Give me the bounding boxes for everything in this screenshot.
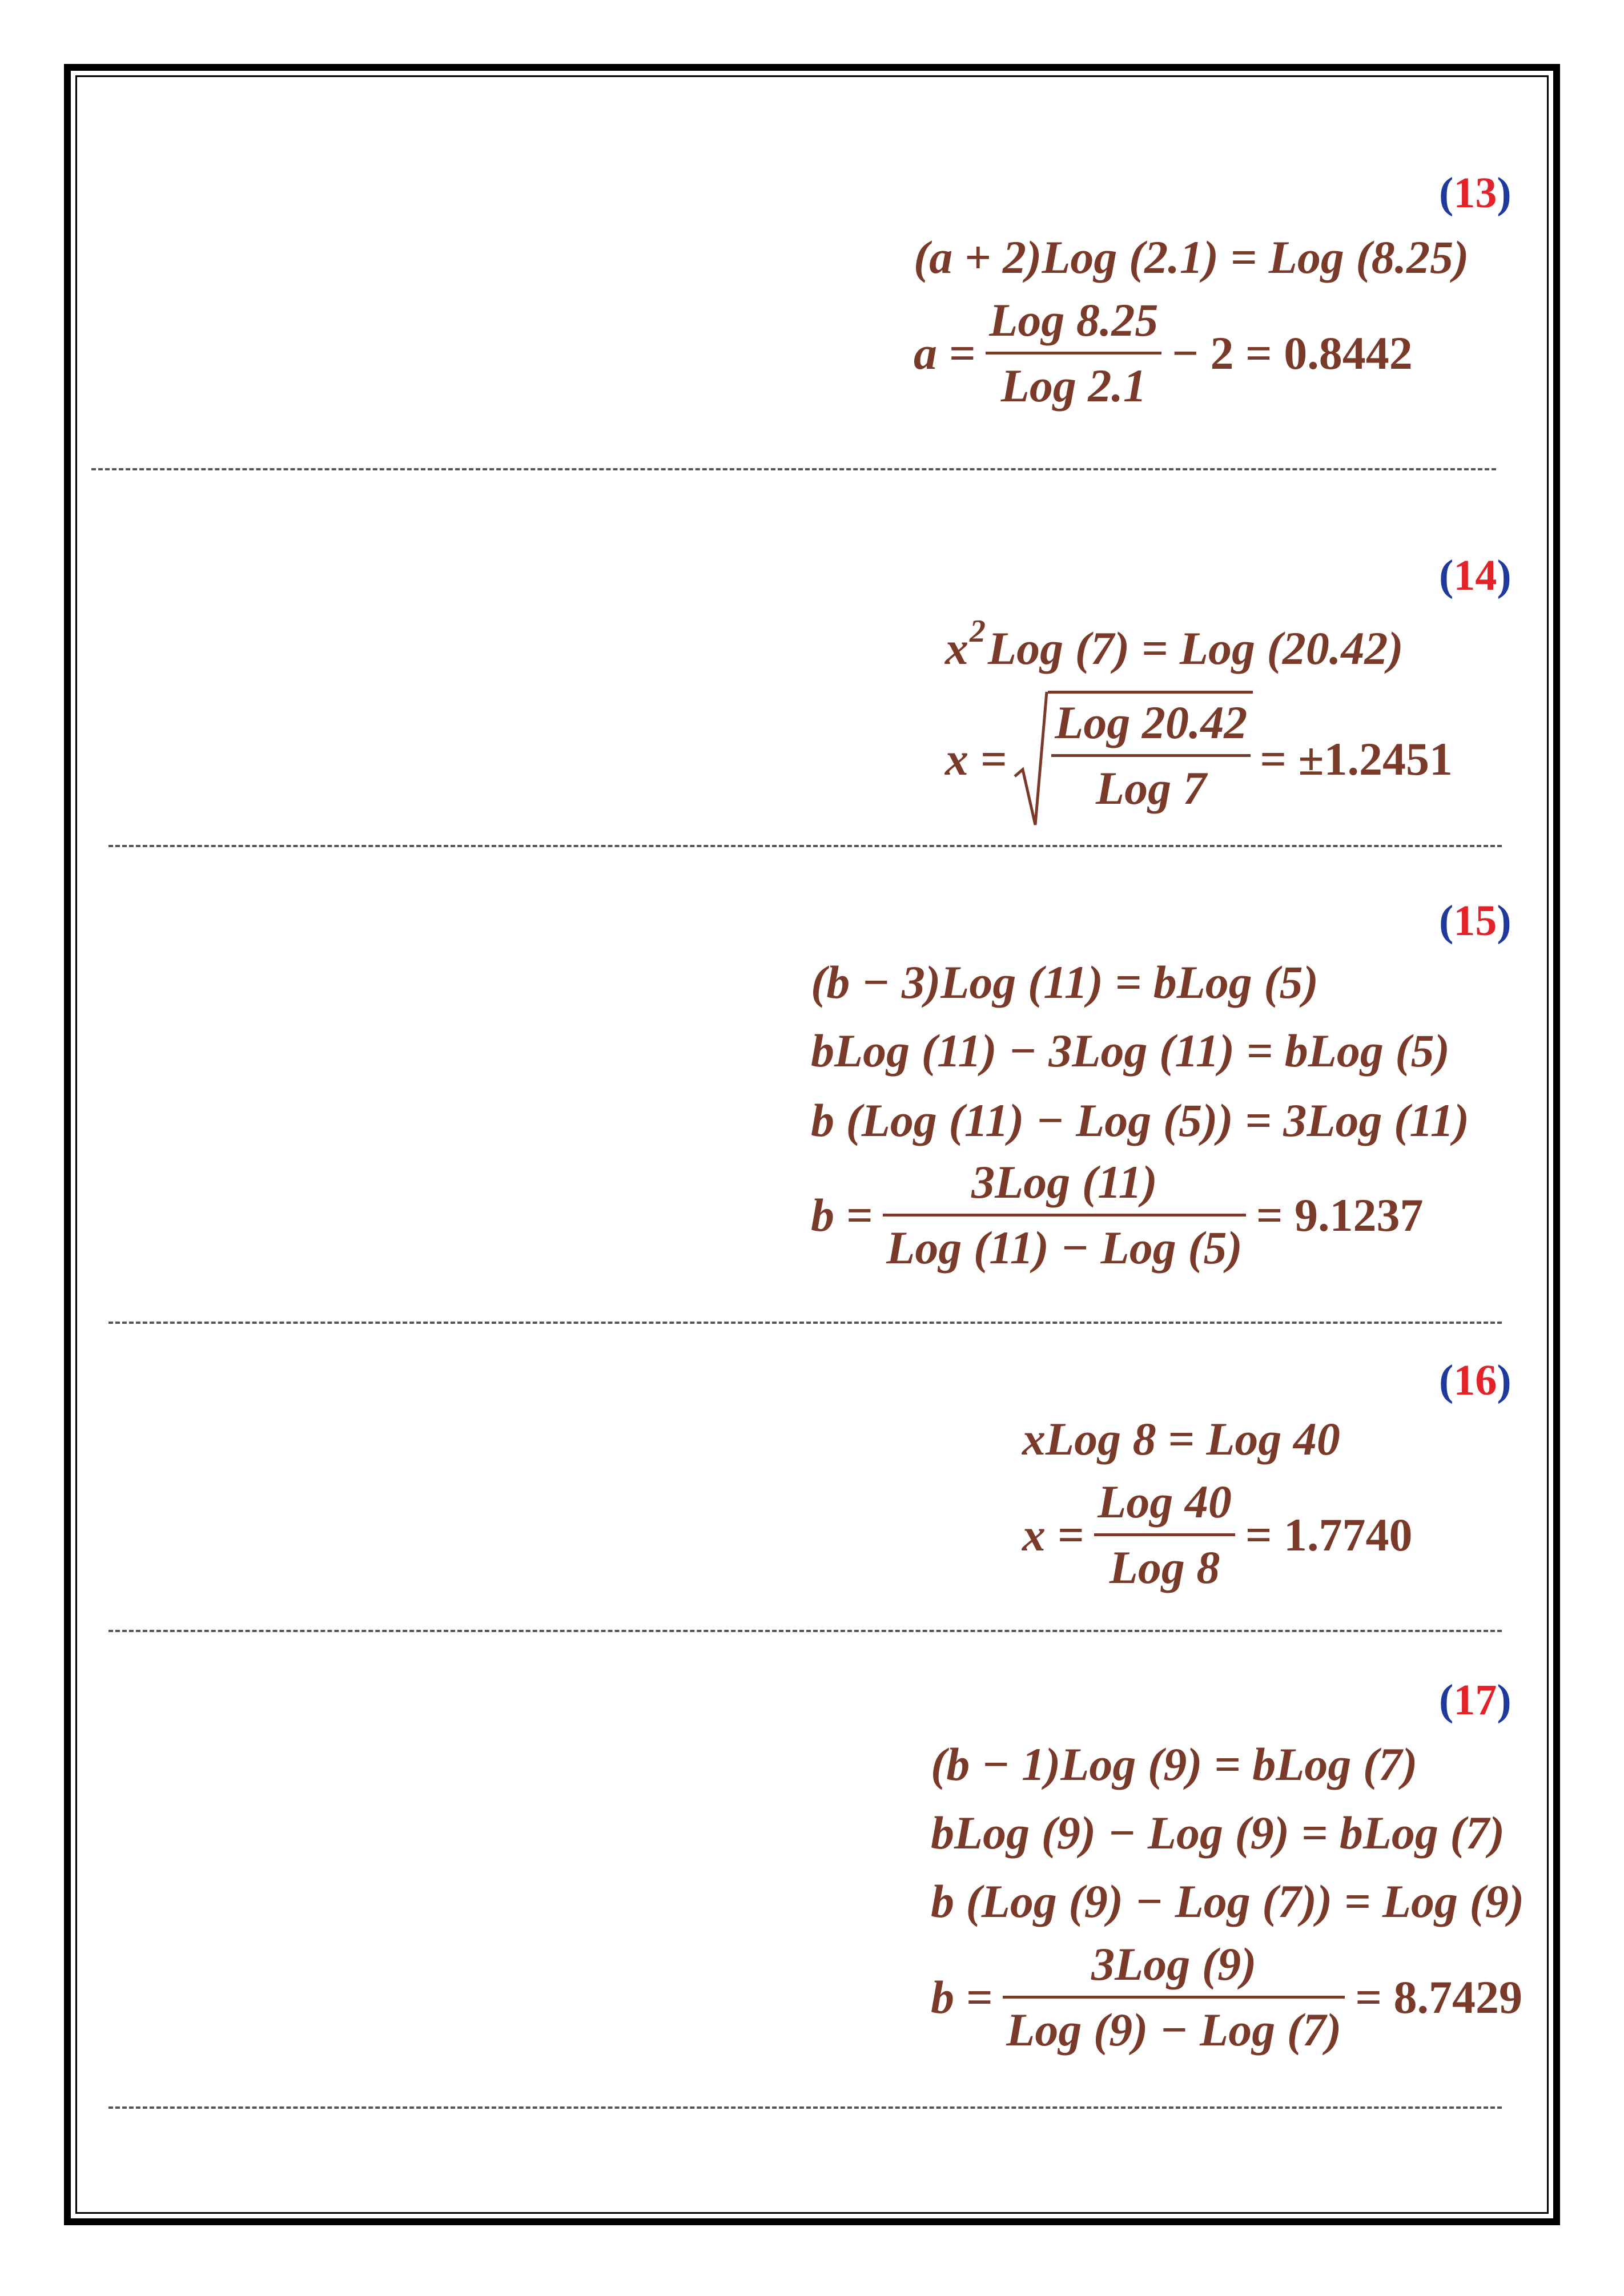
eq-14-line1: x 2 Log (7) = Log (20.42) xyxy=(945,614,1404,674)
eq-15-line1: (b − 3)Log (11) = bLog (5) xyxy=(811,956,1319,1008)
problem-number-13: (13) xyxy=(1439,169,1512,217)
eq-17-line2: bLog (9) − Log (9) = bLog (7) xyxy=(931,1807,1505,1859)
eq-15-line2: bLog (11) − 3Log (11) = bLog (5) xyxy=(811,1025,1450,1077)
fraction: 3Log (9) Log (9) − Log (7) xyxy=(1003,1941,1345,2053)
fraction: Log 20.42 Log 7 xyxy=(1051,699,1251,812)
problem-number-17: (17) xyxy=(1439,1676,1512,1724)
eq-16-line1: xLog 8 = Log 40 xyxy=(1022,1413,1340,1465)
fraction: Log 40 Log 8 xyxy=(1094,1479,1235,1591)
divider xyxy=(108,845,1502,847)
problem-number-14: (14) xyxy=(1439,551,1512,599)
radical-icon xyxy=(1014,691,1048,828)
fraction: Log 8.25 Log 2.1 xyxy=(986,297,1161,409)
eq-14-line2: x = Log 20.42 Log 7 = ±1.2451 xyxy=(945,691,1453,828)
divider xyxy=(108,2106,1502,2109)
eq-17-line3: b (Log (9) − Log (7)) = Log (9) xyxy=(931,1875,1525,1927)
divider xyxy=(91,468,1496,470)
fraction: 3Log (11) Log (11) − Log (5) xyxy=(883,1159,1246,1271)
eq-17-line4: b = 3Log (9) Log (9) − Log (7) = 8.7429 xyxy=(931,1938,1523,2056)
problem-number-16: (16) xyxy=(1439,1356,1512,1404)
eq-16-line2: x = Log 40 Log 8 = 1.7740 xyxy=(1022,1476,1413,1593)
eq-15-line4: b = 3Log (11) Log (11) − Log (5) = 9.1237 xyxy=(811,1156,1424,1274)
eq-13-line2: a = Log 8.25 Log 2.1 − 2 = 0.8442 xyxy=(914,294,1413,412)
eq-17-line1: (b − 1)Log (9) = bLog (7) xyxy=(931,1738,1418,1790)
sqrt xyxy=(1014,691,1253,828)
divider xyxy=(108,1322,1502,1324)
divider xyxy=(108,1630,1502,1632)
problem-number-15: (15) xyxy=(1439,897,1512,945)
eq-13-line1: (a + 2)Log (2.1) = Log (8.25) xyxy=(914,231,1469,283)
eq-15-line3: b (Log (11) − Log (5)) = 3Log (11) xyxy=(811,1094,1470,1146)
